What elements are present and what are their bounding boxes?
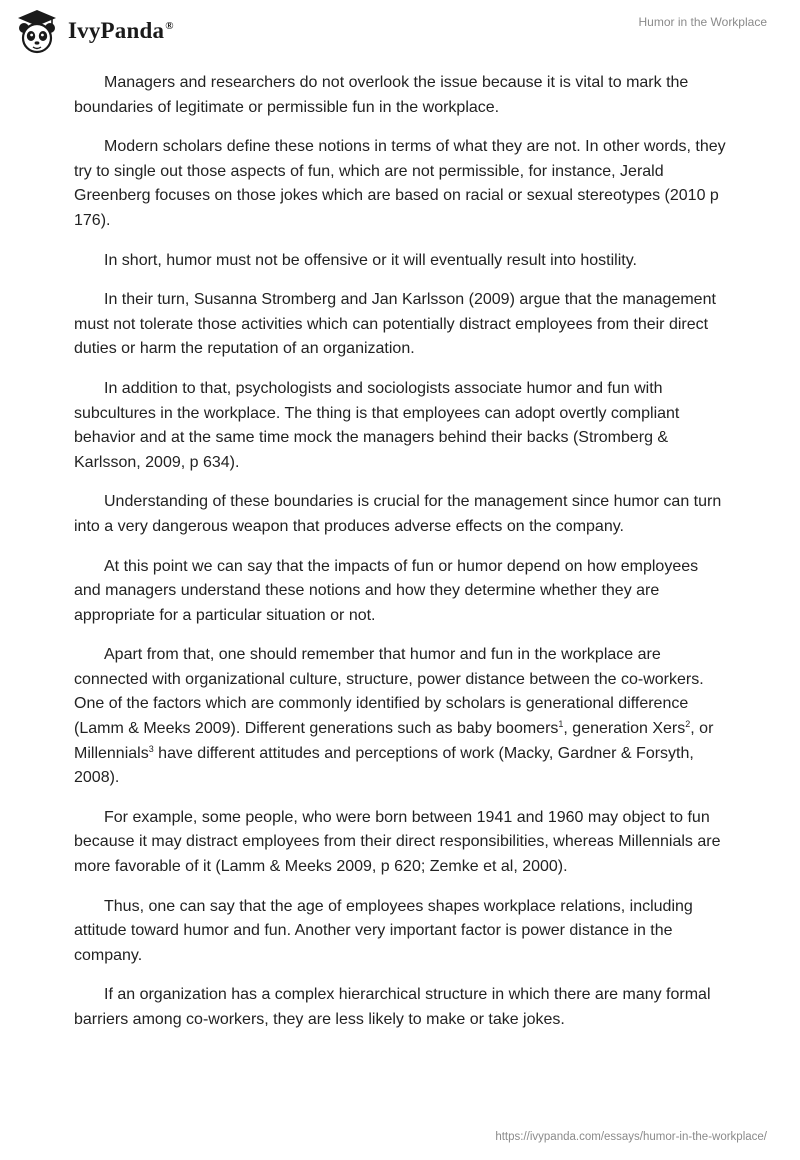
essay-body bbox=[74, 71, 728, 1048]
paragraph: At this point we can say that the impacts of fun or humor depend on how employees and managers understand these notions and how they determine whether they are appropriate for a particular situation or not. bbox=[74, 557, 699, 624]
brand-name bbox=[68, 18, 174, 44]
paragraph-segment: , generation Xers bbox=[563, 720, 686, 738]
paragraph: Modern scholars define these notions in terms of what they are not. In other words, they try to single out those aspects of fun, which are not permissible, for instance, Jerald Greenberg focuses on those jokes which are based on racial or sexual stereotypes (2010 p 176). bbox=[74, 138, 726, 229]
paragraph: In their turn, Susanna Stromberg and Jan Karlsson (2009) argue that the management must not tolerate those activities which can potentially distract employees from their direct duties or harm the reputation of an organization. bbox=[74, 291, 716, 358]
brand-name-text: IvyPanda bbox=[68, 18, 165, 43]
paragraph: Thus, one can say that the age of employees shapes workplace relations, including attitude toward humor and fun. Another very important factor is power distance in the company. bbox=[74, 897, 693, 964]
paragraph: Managers and researchers do not overlook the issue because it is vital to mark the boundaries of legitimate or permissible fun in the workplace. bbox=[74, 74, 689, 116]
panda-graduate-icon bbox=[14, 8, 60, 54]
footnote-ref-2[interactable]: 2 bbox=[685, 719, 691, 730]
paragraph: In addition to that, psychologists and sociologists associate humor and fun with subcultures in the workplace. The thing is that employees can adopt overtly compliant behavior and at the same time mock the managers behind their backs (Stromberg & Karlsson, 2009, p 634). bbox=[74, 379, 680, 471]
paragraph: Understanding of these boundaries is crucial for the management since humor can turn into a very dangerous weapon that produces adverse effects on the company. bbox=[74, 493, 722, 535]
paragraph: In short, humor must not be offensive or it will eventually result into hostility. bbox=[104, 251, 637, 269]
paragraph: For example, some people, who were born between 1941 and 1960 may object to fun because it may distract employees from their direct responsibilities, whereas Millennials are more favorable of it (Lamm & Meeks 2009, p 620; Zemke et al, 2000). bbox=[74, 808, 721, 876]
paragraph-generations bbox=[74, 643, 728, 791]
registered-mark: ® bbox=[165, 20, 174, 32]
ivypanda-logo[interactable] bbox=[14, 8, 174, 54]
page-header bbox=[0, 0, 800, 60]
source-url[interactable]: https://ivypanda.com/essays/humor-in-the-workplace/ bbox=[495, 1131, 767, 1143]
footnote-ref-1[interactable]: 1 bbox=[558, 719, 564, 730]
paragraph: If an organization has a complex hierarchical structure in which there are many formal barriers among co-workers, they are less likely to make or take jokes. bbox=[74, 986, 711, 1028]
paragraph-segment: have different attitudes and perceptions of work (Macky, Gardner & Forsyth, 2008). bbox=[74, 744, 694, 787]
paragraph-segment: Apart from that, one should remember that humor and fun in the workplace are connected with organizational culture, structure, power distance between the co-workers. One of the factors which are commonly identified by scholars is generational difference (Lamm & Meeks 2009). Different generations such as baby boomers bbox=[74, 646, 704, 738]
paragraph-segment: , or Millennials bbox=[74, 720, 714, 762]
footnote-ref-3[interactable]: 3 bbox=[148, 743, 154, 754]
document-title: Humor in the Workplace bbox=[638, 15, 767, 29]
